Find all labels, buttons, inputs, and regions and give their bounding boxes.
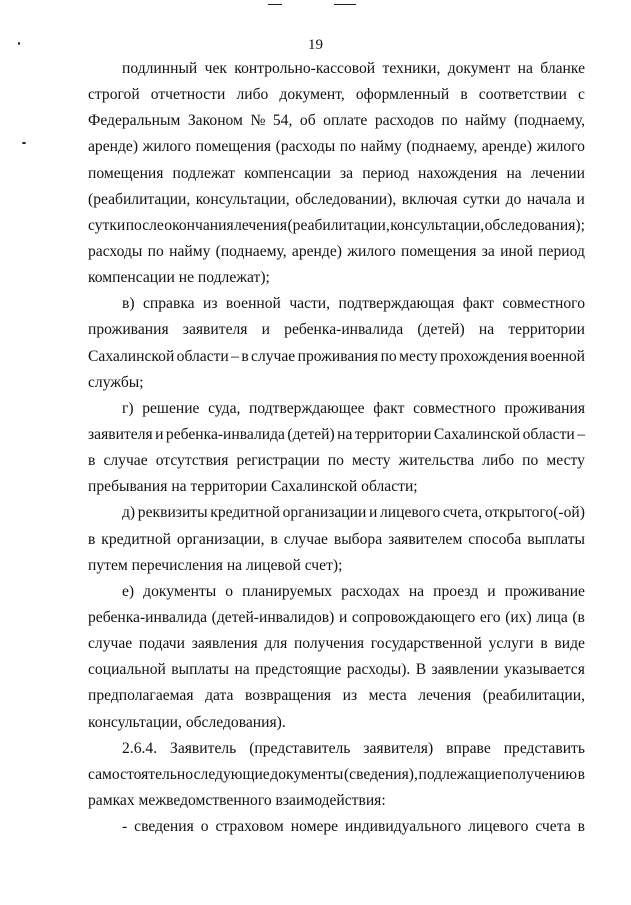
word: для [264, 635, 288, 653]
word: его [479, 608, 501, 626]
text-line [88, 161, 585, 187]
word: иной [500, 242, 533, 260]
word: жилого [142, 138, 192, 156]
word: страховом [215, 818, 284, 836]
word: либо [482, 452, 515, 470]
word: помещения [195, 138, 272, 156]
word: (их) [505, 608, 532, 626]
page-number: 19 [308, 37, 323, 53]
text-line [88, 683, 585, 709]
word: путем [88, 556, 132, 574]
word: (реабилитации, [482, 687, 585, 705]
word: счета, [442, 504, 483, 522]
word: расходы). [346, 661, 411, 679]
word: до [505, 190, 522, 208]
word: проезд [433, 582, 479, 600]
word: выплаты [527, 530, 585, 548]
word: соответствии [478, 86, 567, 104]
word: заявителя [182, 321, 248, 339]
word: реквизиты [137, 504, 208, 522]
word: (детей-инвалидов) [211, 608, 335, 626]
text-line [88, 579, 585, 605]
word: справка [142, 295, 195, 313]
word: аренде) [88, 138, 139, 156]
word: документ, [279, 86, 345, 104]
word: и [155, 425, 164, 443]
word: лица [536, 608, 568, 626]
word: случае [251, 347, 296, 365]
text-line [88, 814, 585, 840]
word: по [147, 242, 164, 260]
word: индивидуального [345, 818, 462, 836]
scan-speck [18, 42, 20, 45]
word: в [577, 818, 585, 836]
word: период [362, 164, 409, 182]
word: социальной [88, 661, 166, 679]
word: строгой [88, 86, 140, 104]
word: – [231, 347, 239, 365]
word: (в [572, 608, 585, 626]
word: Сахалинской [433, 425, 521, 443]
word: по [339, 138, 356, 156]
text-line [88, 187, 585, 213]
word: Сахалинской [88, 347, 175, 365]
word: за [481, 242, 495, 260]
word: (представитель [249, 739, 351, 757]
word: подачи [138, 635, 185, 653]
word: военной [529, 347, 585, 365]
word: решение [142, 399, 200, 417]
text-line [88, 448, 585, 474]
word: взаимодействия: [275, 791, 386, 809]
word: обследовании), [295, 190, 397, 208]
word: на [517, 60, 533, 77]
word: е) [122, 582, 135, 600]
word: по [522, 452, 539, 470]
word: территории [508, 321, 585, 339]
word: документы [143, 582, 217, 600]
word: (поднаему, [406, 138, 478, 156]
word: кредитной [101, 530, 171, 548]
word: месту [546, 452, 585, 470]
word: № [250, 112, 266, 130]
word: прохождения [439, 347, 528, 365]
word: проживания [504, 399, 585, 417]
text-line [88, 317, 585, 343]
word: лицевой [246, 556, 305, 574]
word: жительства [398, 452, 475, 470]
word: (реабилитации, [287, 216, 390, 234]
word: государственной [370, 635, 482, 653]
text-line [88, 265, 585, 291]
word: заявлении [431, 661, 499, 679]
word: области; [361, 478, 418, 496]
word: выплаты [171, 661, 230, 679]
word: подлежат); [197, 269, 270, 287]
word: месту [351, 452, 391, 470]
word: номере [290, 818, 339, 836]
word: планируемых [242, 582, 333, 600]
word: регистрации [236, 452, 320, 470]
word: в [88, 452, 96, 470]
text-line [88, 710, 585, 736]
word: части, [289, 295, 331, 313]
word: подлежат [172, 164, 235, 182]
text-line [88, 56, 585, 82]
word: на [226, 556, 246, 574]
word: расходах [341, 582, 400, 600]
word: компенсации [88, 269, 179, 287]
word: оплате [323, 112, 368, 130]
text-line [88, 527, 585, 553]
word: проживание [504, 582, 585, 600]
word: счет); [304, 556, 343, 574]
word: месту [399, 347, 438, 365]
word: из [342, 687, 358, 705]
word: 2.6.4. [122, 739, 158, 757]
word: организации [282, 504, 367, 522]
word: счета [535, 818, 571, 836]
scan-speck [22, 142, 26, 144]
word: нахождения [417, 164, 498, 182]
word: в) [122, 295, 135, 313]
word: выбора [333, 530, 383, 548]
word: лицевого [468, 818, 529, 836]
word: д) [122, 504, 136, 522]
word: аренде) [291, 242, 342, 260]
word: на [478, 321, 495, 339]
word: совместного [413, 399, 496, 417]
word: военной [225, 295, 281, 313]
word: вправе [446, 739, 491, 757]
word: - [122, 818, 128, 836]
text-line [88, 657, 585, 683]
document-body [88, 56, 585, 840]
word: области [176, 347, 229, 365]
word: об [299, 112, 316, 130]
word: о [225, 582, 234, 600]
word: окончания [164, 216, 234, 234]
word: (поднаему, [215, 242, 287, 260]
word: заявителем [388, 530, 463, 548]
word: бланке [540, 60, 585, 77]
word: ребенка-инвалида [284, 321, 404, 339]
scan-speck [334, 4, 356, 5]
word: расходов [374, 112, 434, 130]
word: случае [88, 635, 133, 653]
word: либо [236, 86, 269, 104]
word: заявителя) [363, 739, 434, 757]
word: найму [360, 138, 402, 156]
word: найму [169, 242, 211, 260]
word: получения [293, 635, 365, 653]
word: и [487, 582, 496, 600]
word: контрольно-кассовой [234, 60, 376, 77]
word: следующие [193, 765, 270, 783]
word: не [178, 269, 198, 287]
word: межведомственного [138, 791, 276, 809]
text-line [88, 553, 585, 579]
word: обследования). [185, 713, 286, 731]
word: области [522, 425, 575, 443]
word: сутки [88, 216, 126, 234]
word: за [340, 164, 354, 182]
word: случае [103, 452, 148, 470]
word: кредитной [210, 504, 280, 522]
word: получению [502, 765, 577, 783]
word: с [578, 86, 585, 104]
word: рамках [88, 791, 139, 809]
word: В [415, 661, 427, 679]
text-line [88, 422, 585, 448]
word: в [241, 347, 249, 365]
word: сведения [134, 818, 194, 836]
text-line [88, 291, 585, 317]
word: на [234, 661, 250, 679]
word: 54, [272, 112, 293, 130]
word: виде [554, 635, 585, 653]
word: службы; [88, 373, 144, 391]
word: по [327, 452, 344, 470]
word: заявителя [88, 425, 153, 443]
word: самостоятельно [88, 765, 194, 783]
text-line [88, 134, 585, 160]
text-line [88, 631, 585, 657]
word: помещения [401, 242, 477, 260]
word: о [200, 818, 209, 836]
word: и [338, 608, 348, 626]
word: открытого(-ой) [484, 504, 585, 522]
word: и [368, 504, 378, 522]
word: в [88, 530, 96, 548]
word: техники, [382, 60, 441, 77]
word: документ [447, 60, 511, 77]
word: после [125, 216, 164, 234]
word: жилого [347, 242, 396, 260]
word: консультации, [88, 713, 186, 731]
word: из [202, 295, 218, 313]
word: Законом [187, 112, 243, 130]
word: найму [465, 112, 507, 130]
word: (расходы [275, 138, 336, 156]
word: Федеральным [88, 112, 181, 130]
word: помещения [88, 164, 164, 182]
text-line [88, 239, 585, 265]
word: территории [190, 478, 271, 496]
text-line [88, 762, 585, 788]
word: по [441, 112, 458, 130]
word: и [261, 321, 270, 339]
word: по [380, 347, 397, 365]
word: на [408, 582, 425, 600]
word: услуги [488, 635, 534, 653]
word: консультации, [195, 190, 290, 208]
text-line [88, 605, 585, 631]
text-line [88, 370, 585, 396]
word: (поднаему, [513, 112, 585, 130]
word: дата [205, 687, 234, 705]
word: организации, [176, 530, 265, 548]
word: – [577, 425, 585, 443]
word: начала [526, 190, 572, 208]
word: оформленный [355, 86, 450, 104]
word: аренде) [481, 138, 532, 156]
word: предполагаемая [88, 687, 194, 705]
word: подтверждающее [249, 399, 365, 417]
text-line [88, 82, 585, 108]
word: факт [373, 399, 405, 417]
word: (детей) [417, 321, 465, 339]
word: расходы [88, 242, 143, 260]
text-line [88, 108, 585, 134]
word: заявления [191, 635, 258, 653]
word: случае [283, 530, 328, 548]
word: пребывания [88, 478, 172, 496]
word: подлежащие [418, 765, 502, 783]
word: предстоящие [255, 661, 342, 679]
text-line [88, 736, 585, 762]
text-line [88, 788, 585, 814]
text-line [88, 213, 585, 239]
word: подлинный [122, 60, 198, 77]
word: на [337, 425, 353, 443]
word: обследования); [484, 216, 585, 234]
text-line [88, 500, 585, 526]
word: проживания [297, 347, 379, 365]
word: отчетности [150, 86, 226, 104]
word: на [171, 478, 191, 496]
word: отсутствия [155, 452, 229, 470]
word: подтверждающая [338, 295, 455, 313]
word: проживания [88, 321, 169, 339]
text-line [88, 396, 585, 422]
word: включая [401, 190, 458, 208]
word: перечисления [131, 556, 227, 574]
word: жилого [536, 138, 585, 156]
word: чек [204, 60, 227, 77]
word: (реабилитации, [88, 190, 191, 208]
text-line [88, 474, 585, 500]
scan-speck [268, 4, 282, 5]
word: период [538, 242, 585, 260]
word: территории [354, 425, 432, 443]
word: (сведения), [343, 765, 418, 783]
text-line [88, 344, 585, 370]
word: Сахалинской [270, 478, 362, 496]
word: г) [122, 399, 134, 417]
word: возвращения [244, 687, 332, 705]
word: сопровождающего [351, 608, 476, 626]
word: способа [468, 530, 522, 548]
word: в [270, 530, 278, 548]
word: сутки [462, 190, 501, 208]
word: ребенка-инвалида [165, 425, 285, 443]
word: совместного [502, 295, 585, 313]
word: лечения [418, 687, 472, 705]
word: и [576, 190, 585, 208]
word: документы [270, 765, 344, 783]
word: в [460, 86, 468, 104]
word: консультации, [390, 216, 485, 234]
word: факт [462, 295, 494, 313]
word: на [506, 164, 522, 182]
word: суда, [208, 399, 241, 417]
word: указывается [504, 661, 585, 679]
word: в [577, 765, 585, 783]
word: компенсации [244, 164, 331, 182]
word: (детей) [287, 425, 335, 443]
word: места [368, 687, 407, 705]
word: Заявитель [170, 739, 237, 757]
word: лечении [530, 164, 585, 182]
word: представить [503, 739, 585, 757]
word: лицевого [379, 504, 441, 522]
word: в [540, 635, 548, 653]
word: лечения [234, 216, 288, 234]
word: ребенка-инвалида [88, 608, 208, 626]
